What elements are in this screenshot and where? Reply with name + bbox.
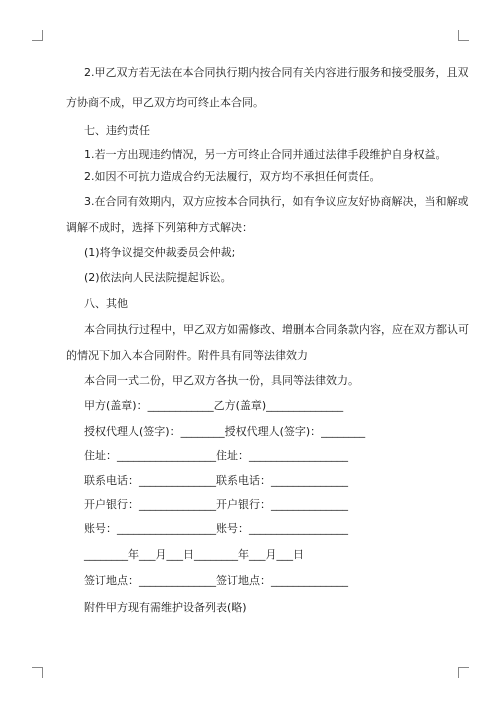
signature-text: 住址：__________________住址：__________________ — [84, 449, 348, 462]
crop-mark-top-right — [458, 30, 469, 41]
paragraph-text: 附件甲方现有需维护设备列表(略) — [84, 601, 247, 614]
signature-text: 授权代理人(签字)：________授权代理人(签字)：________ — [84, 425, 366, 438]
date-text: ________年___月___日________年___月___日 — [84, 548, 304, 561]
paragraph-text: 的情况下加入本合同附件。附件具有同等法律效力 — [66, 349, 308, 362]
paragraph-text: 1.若一方出现违约情况，另一方可终止合同并通过法律手段维护自身权益。 — [84, 148, 447, 161]
signature-text: 开户银行：______________开户银行：______________ — [84, 498, 348, 511]
crop-mark-bottom-left — [32, 667, 43, 678]
paragraph-text: 本合同执行过程中，甲乙双方如需修改、增删本合同条款内容，应在双方都认可 — [84, 323, 469, 336]
paragraph-text: 2.如因不可抗力造成合约无法履行，双方均不承担任何责任。 — [84, 170, 381, 183]
crop-mark-top-left — [32, 30, 43, 41]
crop-mark-bottom-right — [458, 667, 469, 678]
paragraph-text: (1)将争议提交仲裁委员会仲裁; — [84, 246, 236, 259]
signature-text: 甲方(盖章)：____________乙方(盖章)______________ — [84, 399, 344, 412]
signature-text: 签订地点：______________签订地点：______________ — [84, 574, 348, 587]
paragraph-text: 调解不成时，选择下列第种方式解决： — [66, 221, 253, 234]
signature-text: 账号：__________________账号：__________________ — [84, 522, 348, 535]
signature-text: 联系电话：______________联系电话：______________ — [84, 474, 348, 487]
paragraph-text: (2)依法向人民法院提起诉讼。 — [84, 271, 232, 284]
paragraph-text: 2.甲乙双方若无法在本合同执行期内按合同有关内容进行服务和接受服务，且双 — [84, 66, 469, 79]
paragraph-text: 方协商不成，甲乙双方均可终止本合同。 — [66, 96, 264, 109]
paragraph-text: 3.在合同有效期内，双方应按本合同执行，如有争议应友好协商解决，当和解或 — [84, 195, 469, 208]
heading-text: 八、其他 — [84, 297, 128, 310]
heading-text: 七、违约责任 — [84, 124, 150, 137]
paragraph-text: 本合同一式二份，甲乙双方各执一份，具同等法律效力。 — [84, 374, 359, 387]
